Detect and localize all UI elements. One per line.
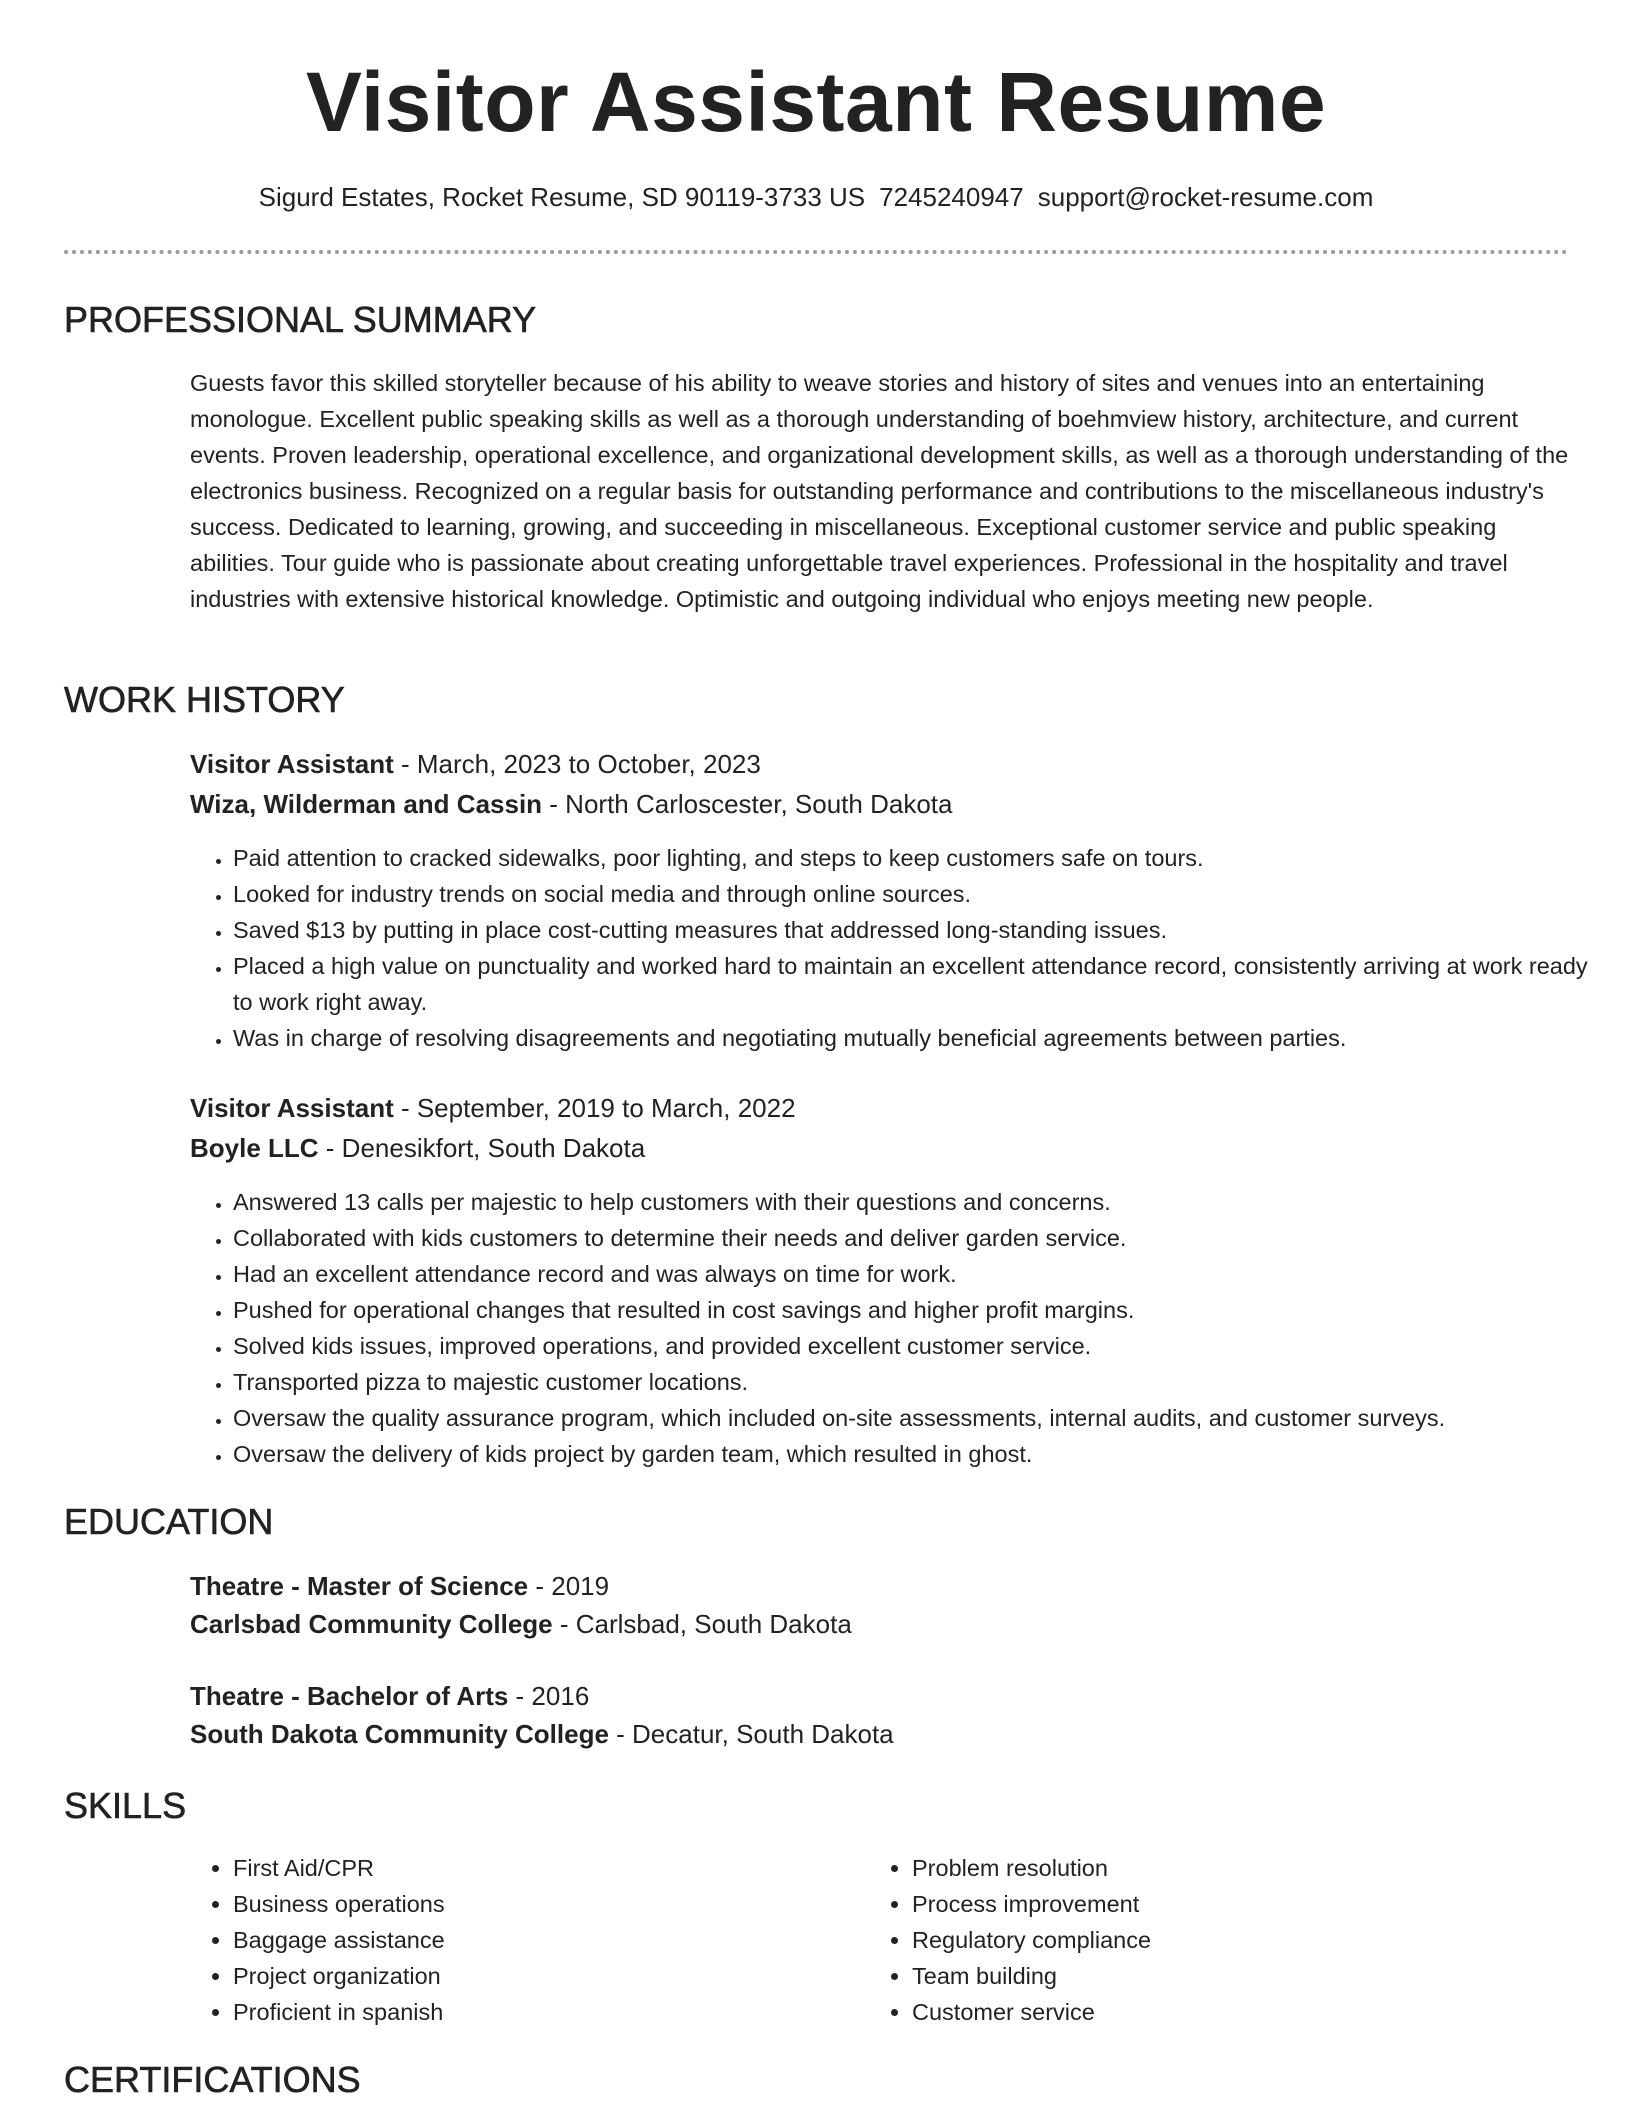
list-item: • Was in charge of resolving disagreements and negotiating mutually beneficial agreements between parties.	[233, 1020, 1613, 1056]
education-2-school: South Dakota Community College	[190, 1719, 609, 1749]
job-1-company: Wiza, Wilderman and Cassin	[190, 789, 543, 819]
education-2-location: - Decatur, South Dakota	[608, 1719, 894, 1749]
list-item: • Project organization	[233, 1958, 833, 1994]
job-2-title-line	[190, 1090, 796, 1126]
list-item: • Customer service	[912, 1994, 1512, 2030]
skills-right-list	[869, 1850, 1512, 2030]
job-1-role: Visitor Assistant	[190, 749, 394, 779]
skills-left-list	[190, 1850, 833, 2030]
job-1-title-line	[190, 746, 761, 782]
job-2-role: Visitor Assistant	[190, 1093, 394, 1123]
list-item: • Placed a high value on punctuality and worked hard to maintain an excellent attendance record, consistently arriving at work ready to work right away.	[233, 948, 1613, 1020]
education-2-year: - 2016	[508, 1681, 590, 1711]
contact-address: Sigurd Estates, Rocket Resume, SD 90119-3733 US	[258, 182, 866, 212]
education-1-year: - 2019	[528, 1571, 610, 1601]
summary-heading: PROFESSIONAL SUMMARY	[64, 299, 537, 340]
education-1-degree-line	[190, 1568, 609, 1604]
job-1-location: - North Carloscester, South Dakota	[542, 789, 953, 819]
work-history-heading: WORK HISTORY	[64, 679, 345, 720]
job-1-bullets	[190, 840, 1613, 1056]
list-item: • Business operations	[233, 1886, 833, 1922]
list-item: • First Aid/CPR	[233, 1850, 833, 1886]
list-item: • Proficient in spanish	[233, 1994, 833, 2030]
list-item: • Problem resolution	[912, 1850, 1512, 1886]
job-2-company-line	[190, 1130, 645, 1166]
certifications-heading: CERTIFICATIONS	[64, 2059, 361, 2100]
list-item: • Team building	[912, 1958, 1512, 1994]
list-item: • Oversaw the delivery of kids project by garden team, which resulted in ghost.	[233, 1436, 1613, 1472]
skills-heading: SKILLS	[64, 1785, 187, 1826]
list-item: • Oversaw the quality assurance program, which included on-site assessments, internal audits, and customer surveys.	[233, 1400, 1613, 1436]
job-2-bullets	[190, 1184, 1613, 1472]
page-title: Visitor Assistant Resume	[305, 55, 1327, 149]
education-heading: EDUCATION	[64, 1501, 274, 1542]
list-item: • Transported pizza to majestic customer locations.	[233, 1364, 1613, 1400]
summary-text: Guests favor this skilled storyteller because of his ability to weave stories and history of sites and venues into an entertaining monologue. Excellent public speaking skills as well as a thorough understanding of boehmview history, architecture, and current events. Proven leadership, operational excellence, and organizational development skills, as well as a thorough understanding of the electronics business. Recognized on a regular basis for outstanding performance and contributions to the miscellaneous industry's success. Dedicated to learning, growing, and succeeding in miscellaneous. Exceptional customer service and public speaking abilities. Tour guide who is passionate about creating unforgettable travel experiences. Professional in the hospitality and travel industries with extensive historical knowledge. Optimistic and outgoing individual who enjoys meeting new people.	[190, 370, 1569, 612]
education-1-school: Carlsbad Community College	[190, 1609, 553, 1639]
list-item: • Saved $13 by putting in place cost-cutting measures that addressed long-standing issues.	[233, 912, 1613, 948]
education-1-school-line	[190, 1606, 852, 1642]
list-item: • Looked for industry trends on social media and through online sources.	[233, 876, 1613, 912]
education-2-degree-line	[190, 1678, 589, 1714]
list-item: • Baggage assistance	[233, 1922, 833, 1958]
list-item: • Collaborated with kids customers to determine their needs and deliver garden service.	[233, 1220, 1613, 1256]
job-1-dates: - March, 2023 to October, 2023	[393, 749, 761, 779]
education-2-degree: Theatre - Bachelor of Arts	[190, 1681, 509, 1711]
contact-phone: 7245240947	[879, 182, 1024, 212]
header-divider	[64, 250, 1568, 254]
contact-email: support@rocket-resume.com	[1037, 182, 1374, 212]
list-item: • Process improvement	[912, 1886, 1512, 1922]
contact-line	[0, 180, 1632, 214]
job-1-company-line	[190, 786, 952, 822]
list-item: • Had an excellent attendance record and was always on time for work.	[233, 1256, 1613, 1292]
job-2-dates: - September, 2019 to March, 2022	[393, 1093, 796, 1123]
list-item: • Solved kids issues, improved operations, and provided excellent customer service.	[233, 1328, 1613, 1364]
list-item: • Answered 13 calls per majestic to help customers with their questions and concerns.	[233, 1184, 1613, 1220]
list-item: • Regulatory compliance	[912, 1922, 1512, 1958]
job-2-company: Boyle LLC	[190, 1133, 319, 1163]
list-item: • Pushed for operational changes that resulted in cost savings and higher profit margins.	[233, 1292, 1613, 1328]
education-2-school-line	[190, 1716, 894, 1752]
job-2-location: - Denesikfort, South Dakota	[318, 1133, 646, 1163]
education-1-location: - Carlsbad, South Dakota	[552, 1609, 852, 1639]
list-item: • Paid attention to cracked sidewalks, poor lighting, and steps to keep customers safe on tours.	[233, 840, 1613, 876]
education-1-degree: Theatre - Master of Science	[190, 1571, 529, 1601]
